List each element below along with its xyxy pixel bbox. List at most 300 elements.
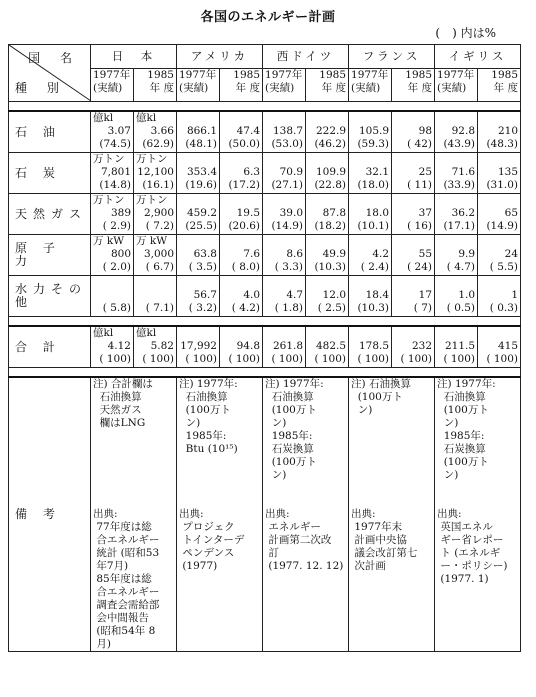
value-cell	[435, 111, 478, 153]
year-label: 1977年	[179, 69, 217, 82]
year-qualifier: (実績)	[437, 82, 467, 95]
year-label: 1985	[405, 69, 433, 82]
cell-unit	[179, 327, 217, 340]
cell-value: 12.0	[322, 289, 347, 301]
cell-percent: ( 8.0)	[231, 261, 261, 273]
cell-unit: 億kl	[93, 327, 114, 339]
value-cell	[91, 194, 134, 235]
value-cell	[392, 111, 435, 153]
cell-percent: (46.2)	[314, 138, 347, 150]
value-cell	[263, 235, 306, 276]
cell-value: 3.07	[107, 125, 131, 137]
cell-percent: (16.1)	[142, 179, 174, 191]
cell-percent: ( 2.5)	[317, 302, 347, 314]
value-cell	[478, 111, 521, 153]
cell-percent: (43.9)	[443, 138, 476, 150]
cell-value: 19.5	[236, 207, 261, 219]
cell-percent: (48.3)	[486, 138, 519, 150]
value-cell	[177, 235, 220, 276]
spacer-row	[9, 368, 521, 378]
cell-unit: 万トン	[93, 194, 125, 206]
value-cell	[220, 326, 263, 368]
cell-unit	[351, 112, 389, 125]
value-cell	[263, 153, 306, 194]
year-label: 1985	[147, 69, 174, 82]
value-cell	[306, 326, 349, 368]
value-cell	[478, 153, 521, 194]
value-cell	[91, 153, 134, 194]
cell-value: 47.4	[236, 125, 261, 137]
cell-percent: (50.0)	[228, 138, 261, 150]
cell-value: 1.0	[458, 289, 476, 301]
cell-unit	[437, 276, 475, 289]
value-cell	[134, 235, 177, 276]
cell-value: 2,900	[143, 207, 174, 219]
cell-unit	[394, 327, 432, 340]
cell-unit	[136, 276, 174, 289]
value-cell	[91, 111, 134, 153]
cell-unit	[437, 235, 475, 248]
cell-unit: 万 kW	[136, 235, 167, 247]
cell-unit	[222, 327, 260, 340]
cell-value: 105.9	[358, 125, 390, 137]
year-qualifier: 年 度	[321, 82, 347, 95]
country-header-wgermany: 西ドイツ	[263, 45, 349, 69]
year-header-cell	[392, 69, 435, 102]
row-label: 石 炭	[9, 153, 91, 194]
year-label: 1977年	[265, 69, 303, 82]
year-header-cell	[91, 69, 134, 102]
cell-unit	[265, 276, 303, 289]
cell-value: 98	[418, 125, 433, 137]
cell-value: 65	[504, 207, 519, 219]
cell-unit	[179, 153, 217, 166]
cell-value: 55	[418, 248, 433, 260]
table-row	[9, 153, 521, 194]
value-cell	[392, 194, 435, 235]
cell-unit	[265, 153, 303, 166]
cell-percent: (14.8)	[99, 179, 131, 191]
cell-unit	[394, 276, 432, 289]
year-label: 1977年	[93, 69, 131, 82]
value-cell	[306, 111, 349, 153]
cell-unit	[265, 112, 303, 125]
cell-percent: ( 100)	[99, 353, 131, 365]
cell-percent: ( 100)	[443, 353, 476, 365]
cell-value: 12,100	[137, 166, 174, 178]
cell-percent: ( 16)	[407, 220, 433, 232]
year-qualifier: (実績)	[265, 82, 295, 95]
cell-unit	[480, 327, 518, 340]
cell-percent: ( 3.3)	[274, 261, 304, 273]
cell-value: 3.66	[150, 125, 174, 137]
cell-unit	[222, 276, 260, 289]
cell-value: 210	[497, 125, 519, 137]
value-cell	[177, 326, 220, 368]
year-qualifier: (実績)	[179, 82, 209, 95]
row-label: 水力その他	[9, 276, 91, 317]
value-cell	[306, 276, 349, 317]
row-label: 原 子 力	[9, 235, 91, 276]
value-cell	[134, 111, 177, 153]
cell-percent: (27.1)	[271, 179, 304, 191]
cell-value: 39.0	[279, 207, 304, 219]
cell-value: 389	[110, 207, 131, 219]
cell-value: 4.12	[107, 340, 131, 352]
value-cell	[478, 194, 521, 235]
cell-unit	[265, 327, 303, 340]
cell-value: 18.0	[365, 207, 390, 219]
cell-value: 94.8	[236, 340, 261, 352]
cell-value: 49.9	[322, 248, 347, 260]
year-header-cell	[134, 69, 177, 102]
year-label: 1977年	[437, 69, 475, 82]
cell-unit	[222, 112, 260, 125]
value-cell	[349, 235, 392, 276]
row-label: 合 計	[9, 326, 91, 368]
energy-plan-table	[8, 44, 521, 652]
cell-percent: ( 7.1)	[145, 302, 174, 314]
cell-value: 87.8	[322, 207, 347, 219]
cell-value: 222.9	[315, 125, 347, 137]
cell-percent: (20.6)	[228, 220, 261, 232]
cell-percent: (25.5)	[185, 220, 217, 232]
cell-unit	[222, 235, 260, 248]
cell-percent: ( 4.2)	[231, 302, 261, 314]
cell-unit: 万 kW	[93, 235, 124, 247]
value-cell	[220, 153, 263, 194]
value-cell	[177, 194, 220, 235]
value-cell	[435, 276, 478, 317]
row-label: 天然ガス	[9, 194, 91, 235]
cell-percent: ( 42)	[407, 138, 433, 150]
year-qualifier: 年 度	[149, 82, 174, 95]
cell-percent: (22.8)	[314, 179, 347, 191]
remarks-japan: 注) 合計欄は 石油換算 天然ガス 欄はLNG 出典: 77年度は総 合エネルギー 統計 (昭和53 年7月) 85年度は総 合エネルギー 調査会需給部 会中間報告 (昭和54年 8 月)	[91, 377, 177, 652]
cell-percent: ( 100)	[271, 353, 304, 365]
cell-percent: (31.0)	[486, 179, 519, 191]
cell-percent: ( 3.2)	[188, 302, 217, 314]
table-row	[9, 235, 521, 276]
value-cell	[134, 153, 177, 194]
cell-percent: ( 7)	[413, 302, 433, 314]
year-header-cell	[306, 69, 349, 102]
cell-value: 7.6	[243, 248, 261, 260]
value-cell	[349, 326, 392, 368]
cell-unit	[179, 235, 217, 248]
cell-unit	[265, 194, 303, 207]
cell-percent: ( 0.5)	[446, 302, 476, 314]
cell-percent: (10.3)	[314, 261, 347, 273]
year-header-cell	[435, 69, 478, 102]
cell-percent: (19.6)	[185, 179, 217, 191]
year-qualifier: 年 度	[493, 82, 519, 95]
cell-unit	[351, 276, 389, 289]
spacer-cell	[9, 317, 521, 327]
cell-unit	[308, 276, 346, 289]
year-label: 1985	[319, 69, 347, 82]
cell-unit	[308, 194, 346, 207]
country-header-japan: 日 本	[91, 45, 177, 69]
cell-percent: ( 2.9)	[102, 220, 131, 232]
cell-percent: ( 100)	[357, 353, 390, 365]
value-cell	[392, 326, 435, 368]
cell-unit	[179, 112, 217, 125]
cell-percent: ( 100)	[314, 353, 347, 365]
value-cell	[435, 235, 478, 276]
cell-percent: (17.1)	[443, 220, 476, 232]
cell-percent: ( 5.5)	[489, 261, 519, 273]
cell-unit	[437, 194, 475, 207]
value-cell	[91, 235, 134, 276]
cell-unit	[480, 153, 518, 166]
value-cell	[349, 194, 392, 235]
cell-percent: ( 7.2)	[145, 220, 174, 232]
year-header-cell	[177, 69, 220, 102]
cell-value: 4.7	[286, 289, 304, 301]
cell-value: 5.82	[150, 340, 174, 352]
cell-unit	[437, 153, 475, 166]
cell-percent: (10.1)	[357, 220, 390, 232]
cell-percent: ( 100)	[400, 353, 433, 365]
value-cell	[220, 235, 263, 276]
cell-value: 17,992	[180, 340, 217, 352]
cell-percent: ( 2.4)	[360, 261, 390, 273]
cell-percent: (17.2)	[228, 179, 261, 191]
cell-unit	[437, 327, 475, 340]
cell-percent: ( 100)	[228, 353, 261, 365]
country-header-uk: イギリス	[435, 45, 521, 69]
cell-value: 37	[418, 207, 433, 219]
cell-unit	[222, 153, 260, 166]
remarks-label: 備 考	[9, 377, 91, 652]
cell-unit	[394, 153, 432, 166]
cell-unit	[265, 235, 303, 248]
remarks-uk: 注) 1977年: 石油換算 (100万ト ン) 1985年: 石炭換算 (100万ト ン) 出典: 英国エネル ギー省レポー ト (エネルギ ー・ポリシー) (1977. 1)	[435, 377, 521, 652]
cell-percent: (14.9)	[271, 220, 304, 232]
cell-percent: (10.3)	[357, 302, 390, 314]
value-cell	[177, 276, 220, 317]
cell-unit	[308, 153, 346, 166]
cell-value: 178.5	[358, 340, 390, 352]
cell-value: 482.5	[315, 340, 347, 352]
cell-unit	[308, 235, 346, 248]
cell-unit	[179, 276, 217, 289]
cell-unit	[308, 112, 346, 125]
value-cell	[349, 276, 392, 317]
spacer-row	[9, 102, 521, 112]
value-cell	[349, 111, 392, 153]
cell-value: 261.8	[272, 340, 304, 352]
cell-value: 8.6	[286, 248, 304, 260]
cell-percent: ( 4.7)	[446, 261, 476, 273]
cell-value: 211.5	[444, 340, 476, 352]
value-cell	[91, 276, 134, 317]
value-cell	[134, 276, 177, 317]
cell-unit	[480, 112, 518, 125]
year-header-cell	[263, 69, 306, 102]
cell-unit	[394, 235, 432, 248]
cell-value	[136, 289, 174, 302]
remarks-wgermany: 注) 1977年: 石油換算 (100万ト ン) 1985年: 石炭換算 (100万ト ン) 出典: エネルギー 計画第二次改 訂 (1977. 12. 12)	[263, 377, 349, 652]
cell-value: 92.8	[451, 125, 476, 137]
value-cell	[435, 194, 478, 235]
cell-value: 18.4	[365, 289, 390, 301]
cell-value: 138.7	[272, 125, 304, 137]
cell-percent: ( 100)	[486, 353, 519, 365]
cell-unit: 万トン	[93, 153, 125, 165]
value-cell	[478, 326, 521, 368]
value-cell	[392, 276, 435, 317]
cell-value: 415	[497, 340, 519, 352]
cell-percent: (59.3)	[357, 138, 390, 150]
cell-unit	[480, 194, 518, 207]
cell-value: 9.9	[458, 248, 476, 260]
cell-unit	[394, 194, 432, 207]
cell-unit	[179, 194, 217, 207]
remarks-usa: 注) 1977年: 石油換算 (100万ト ン) 1985年: Btu (10¹⁵) 出典: プロジェク トインターデ ペンデンス (1977)	[177, 377, 263, 652]
cell-percent: ( 11)	[407, 179, 433, 191]
value-cell	[306, 194, 349, 235]
year-qualifier: (実績)	[351, 82, 381, 95]
cell-percent: (74.5)	[99, 138, 131, 150]
table-corner	[9, 45, 91, 102]
value-cell	[220, 194, 263, 235]
cell-percent: ( 100)	[185, 353, 217, 365]
value-cell	[263, 194, 306, 235]
year-qualifier: 年 度	[407, 82, 433, 95]
cell-unit: 億kl	[93, 112, 114, 124]
cell-unit	[93, 276, 131, 289]
cell-unit: 万トン	[136, 153, 168, 165]
value-cell	[263, 326, 306, 368]
value-cell	[478, 276, 521, 317]
cell-value: 63.8	[193, 248, 217, 260]
cell-unit	[394, 112, 432, 125]
value-cell	[177, 111, 220, 153]
cell-percent: (53.0)	[271, 138, 304, 150]
cell-value: 4.0	[243, 289, 261, 301]
spacer-row	[9, 317, 521, 327]
cell-percent: (48.1)	[185, 138, 217, 150]
cell-unit: 万トン	[136, 194, 168, 206]
country-header-usa: アメリカ	[177, 45, 263, 69]
cell-value: 4.2	[372, 248, 390, 260]
cell-value: 36.2	[451, 207, 476, 219]
remarks-row	[9, 377, 521, 652]
cell-percent: ( 2.0)	[102, 261, 131, 273]
cell-value: 232	[411, 340, 433, 352]
table-row	[9, 276, 521, 317]
cell-value: 3,000	[143, 248, 174, 260]
cell-percent: (18.2)	[314, 220, 347, 232]
value-cell	[306, 235, 349, 276]
row-label: 石 油	[9, 111, 91, 153]
value-cell	[392, 153, 435, 194]
page-title: 各国のエネルギー計画	[200, 10, 336, 25]
cell-unit	[351, 194, 389, 207]
table-row	[9, 111, 521, 153]
cell-percent: ( 0.3)	[489, 302, 519, 314]
value-cell	[263, 111, 306, 153]
table-row	[9, 194, 521, 235]
cell-percent: ( 5.8)	[102, 302, 131, 314]
cell-value: 353.4	[186, 166, 217, 178]
value-cell	[220, 276, 263, 317]
year-label: 1977年	[351, 69, 389, 82]
spacer-cell	[9, 368, 521, 378]
cell-value: 800	[110, 248, 131, 260]
cell-unit: 億kl	[136, 112, 157, 124]
cell-value: 6.3	[243, 166, 261, 178]
value-cell	[134, 326, 177, 368]
year-label: 1985	[233, 69, 261, 82]
table-row	[9, 326, 521, 368]
cell-unit	[480, 276, 518, 289]
cell-value: 25	[418, 166, 433, 178]
cell-value: 459.2	[186, 207, 217, 219]
remarks-france: 注) 石油換算 (100万ト ン) 出典: 1977年末 計画中央協 議会改訂第七 次計画	[349, 377, 435, 652]
cell-unit	[351, 153, 389, 166]
cell-percent: (33.9)	[443, 179, 476, 191]
cell-value: 866.1	[186, 125, 217, 137]
cell-value: 56.7	[193, 289, 217, 301]
spacer-cell	[9, 102, 521, 112]
cell-unit: 億kl	[136, 327, 157, 339]
cell-unit	[437, 112, 475, 125]
cell-percent: ( 24)	[407, 261, 433, 273]
corner-type-label: 種 別	[15, 81, 67, 95]
cell-value: 135	[497, 166, 519, 178]
cell-percent: (18.0)	[357, 179, 390, 191]
year-header-cell	[220, 69, 263, 102]
year-header-cell	[478, 69, 521, 102]
cell-unit	[351, 235, 389, 248]
cell-percent: (14.9)	[486, 220, 519, 232]
value-cell	[91, 326, 134, 368]
cell-value: 32.1	[365, 166, 390, 178]
cell-percent: ( 3.5)	[188, 261, 217, 273]
cell-unit	[480, 235, 518, 248]
cell-value: 7,801	[100, 166, 131, 178]
value-cell	[435, 153, 478, 194]
value-cell	[220, 111, 263, 153]
year-qualifier: 年 度	[235, 82, 261, 95]
corner-country-label: 国 名	[28, 51, 80, 65]
value-cell	[177, 153, 220, 194]
cell-value: 24	[504, 248, 519, 260]
year-label: 1985	[491, 69, 519, 82]
year-qualifier: (実績)	[93, 82, 123, 95]
cell-value: 109.9	[315, 166, 347, 178]
cell-percent: ( 1.8)	[274, 302, 304, 314]
cell-value: 17	[418, 289, 433, 301]
value-cell	[392, 235, 435, 276]
unit-note: ( ) 内は%	[435, 26, 496, 40]
cell-percent: (62.9)	[142, 138, 174, 150]
cell-value: 70.9	[279, 166, 304, 178]
value-cell	[349, 153, 392, 194]
cell-percent: ( 6.7)	[145, 261, 174, 273]
cell-value: 71.6	[451, 166, 476, 178]
cell-unit	[222, 194, 260, 207]
cell-value: 1	[511, 289, 519, 301]
value-cell	[435, 326, 478, 368]
cell-percent: ( 100)	[142, 353, 174, 365]
value-cell	[478, 235, 521, 276]
year-header-cell	[349, 69, 392, 102]
value-cell	[134, 194, 177, 235]
